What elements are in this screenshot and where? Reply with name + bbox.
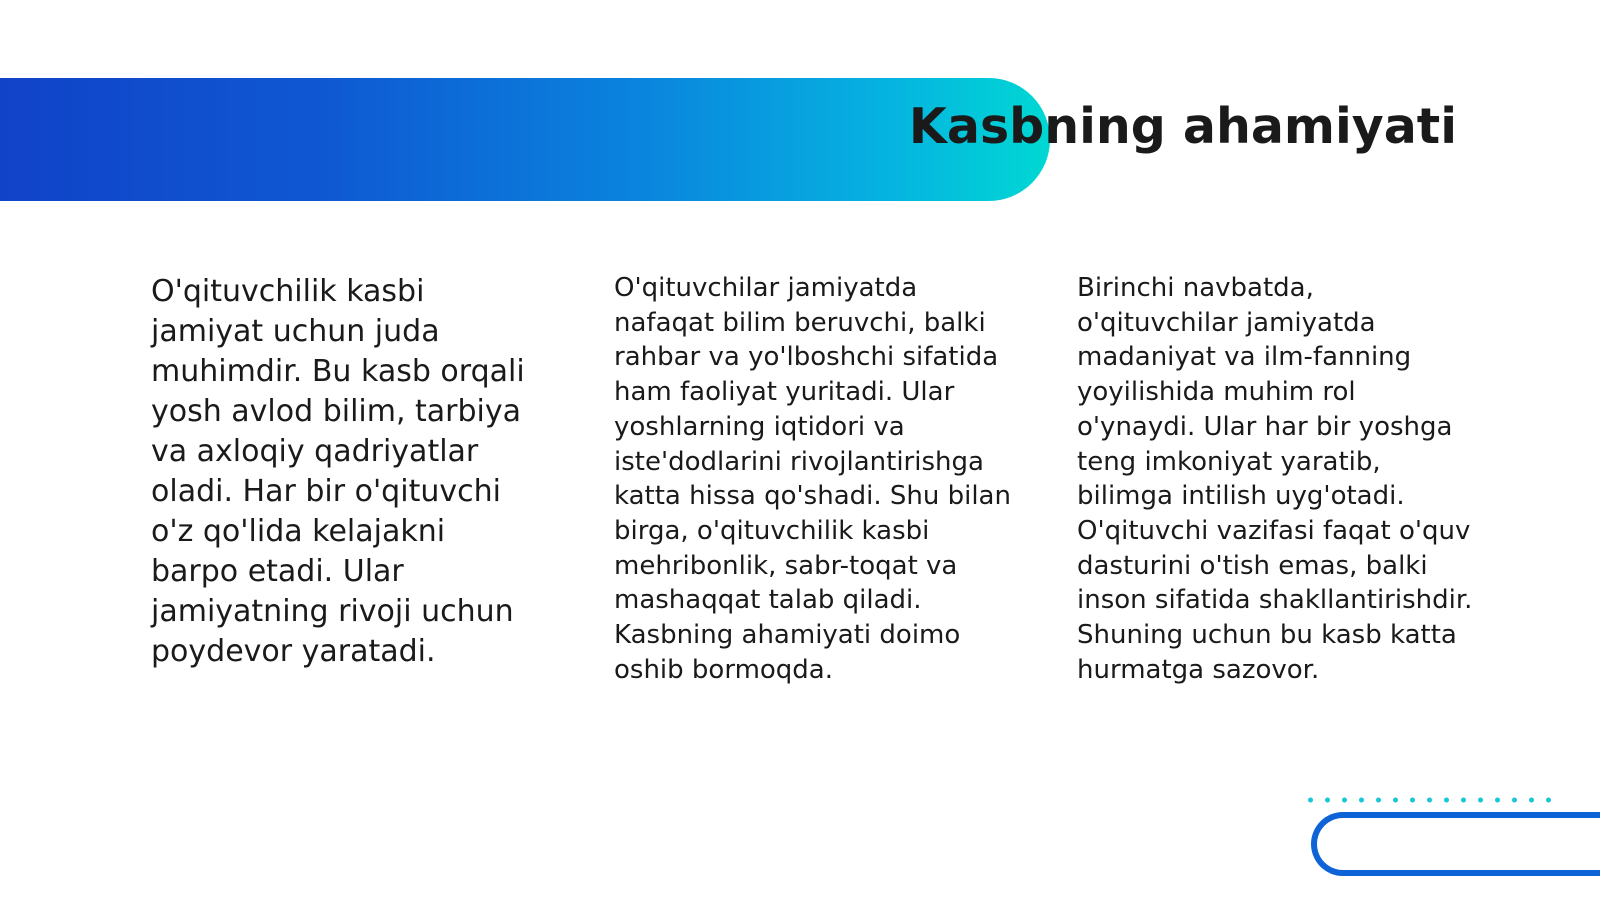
text-column-3: Birinchi navbatda, o'qituvchilar jamiyatda madaniyat va ilm-fanning yoyilishida muhim rol o'ynaydi. Ular har bir yoshga teng imkoniyat yaratib, bilimga intilish uyg'otadi. O'qituvchi vazifasi faqat o'quv dasturini o'tish emas, balki inson sifatida shakllantirishdir. Shuning uchun bu kasb katta hurmatga sazovor. [1077, 273, 1473, 685]
text-column-2: O'qituvchilar jamiyatda nafaqat bilim beruvchi, balki rahbar va yo'lboshchi sifatida ham faoliyat yuritadi. Ular yoshlarning iqtidori va iste'dodlarini rivojlantirishga katta hissa qo'shadi. Shu bilan birga, o'qituvchilik kasbi mehribonlik, sabr-toqat va mashaqqat talab qiladi. Kasbning ahamiyati doimo oshib bormoqda. [614, 273, 1011, 685]
slide-title: Kasbning ahamiyati [908, 98, 1457, 155]
decorative-dot-row [1302, 796, 1562, 804]
decorative-pill-outline [1311, 812, 1600, 876]
text-column-1: O'qituvchilik kasbi jamiyat uchun juda muhimdir. Bu kasb orqali yosh avlod bilim, tarbiya va axloqiy qadriyatlar oladi. Har bir o'qituvchi o'z qo'lida kelajakni barpo etadi. Ular jamiyatning rivoji uchun poydevor yaratadi. [151, 274, 525, 669]
header-gradient-band [0, 78, 1050, 201]
